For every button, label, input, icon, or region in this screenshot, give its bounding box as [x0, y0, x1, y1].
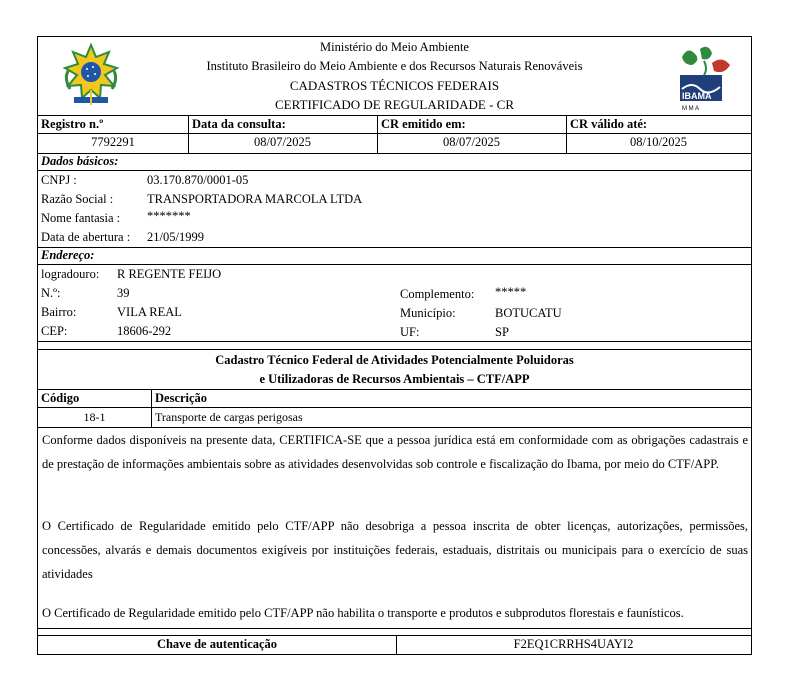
cnpj-label: CNPJ : [41, 173, 77, 187]
ibama-logo-sub: M M A [682, 106, 700, 112]
header-ministry: Ministério do Meio Ambiente [320, 40, 469, 54]
municipio-value: BOTUCATU [495, 306, 562, 320]
uf-value: SP [495, 325, 509, 339]
nome-fantasia-value: ******* [147, 209, 191, 223]
bairro-label: Bairro: [41, 305, 77, 319]
ctf-title-line1: Cadastro Técnico Federal de Atividades Potencialmente Poluidoras [215, 353, 574, 367]
consulta-value: 08/07/2025 [254, 135, 311, 149]
numero-value: 39 [117, 286, 130, 300]
complemento-value: ***** [495, 285, 527, 299]
emitido-value: 08/07/2025 [443, 135, 500, 149]
header-institute: Instituto Brasileiro do Meio Ambiente e dos Recursos Naturais Renováveis [206, 59, 583, 73]
numero-label: N.º: [41, 286, 61, 300]
uf-label: UF: [400, 325, 420, 339]
bairro-value: VILA REAL [117, 305, 182, 319]
valido-label: CR válido até: [570, 117, 648, 131]
valido-value: 08/10/2025 [630, 135, 687, 149]
emitido-label: CR emitido em: [381, 117, 466, 131]
cep-value: 18606-292 [117, 324, 172, 338]
cep-label: CEP: [41, 324, 68, 338]
ibama-logo-text: IBAMA [682, 91, 712, 101]
dados-basicos-heading: Dados básicos: [41, 154, 119, 168]
header-certificate-title: CERTIFICADO DE REGULARIDADE - CR [275, 97, 514, 112]
complemento-label: Complemento: [400, 287, 475, 301]
data-abertura-label: Data de abertura : [41, 230, 131, 244]
auth-key-label: Chave de autenticação [156, 637, 278, 651]
header-cadastros: CADASTROS TÉCNICOS FEDERAIS [289, 78, 500, 93]
activity-codigo: 18-1 [83, 410, 106, 424]
descricao-header: Descrição [155, 391, 208, 405]
registro-value: 7792291 [91, 135, 135, 149]
nome-fantasia-label: Nome fantasia : [41, 211, 121, 225]
registro-label: Registro n.º [41, 117, 104, 131]
codigo-header: Código [41, 391, 80, 405]
razao-social-value: TRANSPORTADORA MARCOLA LTDA [147, 192, 363, 206]
endereco-heading: Endereço: [41, 248, 95, 262]
paragraph-conformity: Conforme dados disponíveis na presente data, CERTIFICA-SE que a pessoa jurídica está em conformidade com as obrigações cadastrais e de prestação de informações ambientais sobre as atividades desenvolvidas sob controle e fiscalização do Ibama, por meio do CTF/APP. [42, 433, 748, 471]
certificate-frame [37, 36, 752, 655]
paragraph-licenses: O Certificado de Regularidade emitido pelo CTF/APP não desobriga a pessoa inscrita de obter licenças, autorizações, permissões, concessões, alvarás e demais documentos exigíveis por instituições federais, estaduais, distritais ou municipais para o exercício de suas atividades [42, 519, 748, 581]
auth-key-value: F2EQ1CRRHS4UAYI2 [513, 637, 634, 651]
razao-social-label: Razão Social : [41, 192, 114, 206]
ctf-title-line2: e Utilizadoras de Recursos Ambientais – CTF/APP [259, 372, 530, 386]
logradouro-value: R REGENTE FEIJO [117, 267, 222, 281]
municipio-label: Município: [400, 306, 456, 320]
logradouro-label: logradouro: [41, 267, 100, 281]
cnpj-value: 03.170.870/0001-05 [147, 173, 249, 187]
paragraph-transport: O Certificado de Regularidade emitido pelo CTF/APP não habilita o transporte e produtos e subprodutos florestais e faunísticos. [42, 606, 684, 620]
data-abertura-value: 21/05/1999 [147, 230, 204, 244]
consulta-label: Data da consulta: [192, 117, 286, 131]
activity-descricao: Transporte de cargas perigosas [155, 410, 303, 424]
ibama-logo-icon [674, 41, 734, 113]
